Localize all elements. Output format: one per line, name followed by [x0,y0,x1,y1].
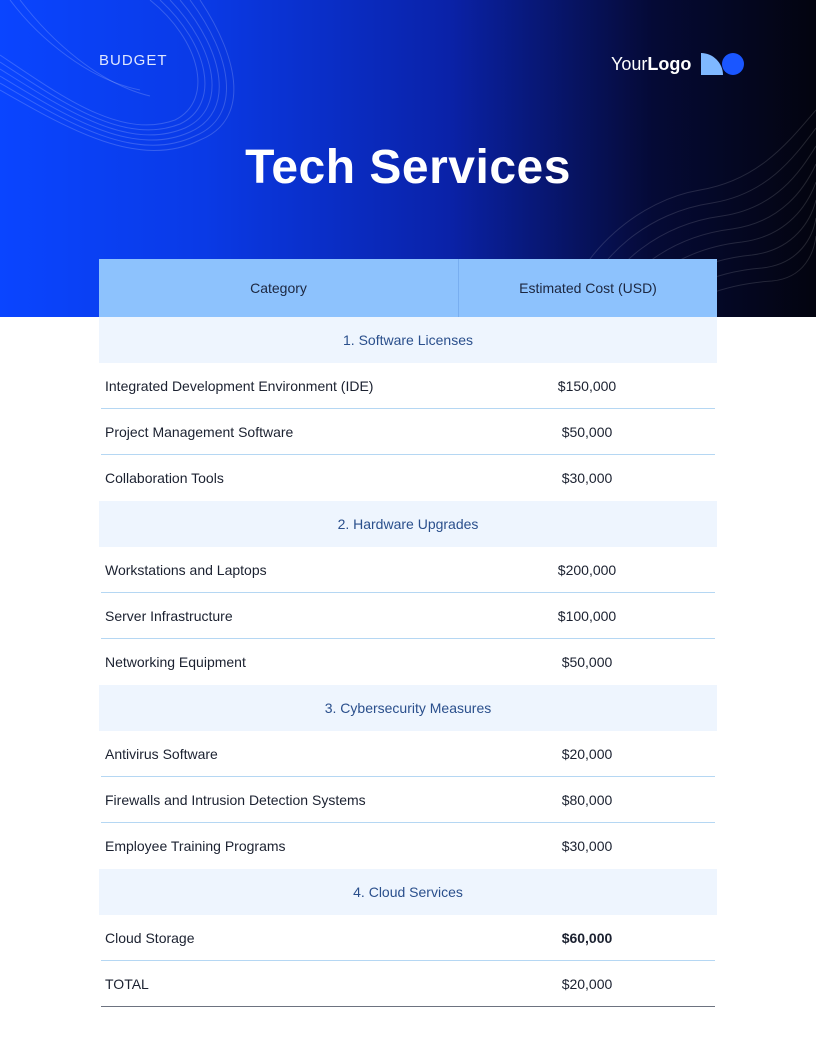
row-item: Server Infrastructure [105,607,233,624]
row-cost: $80,000 [561,791,613,808]
row-item: Employee Training Programs [105,838,286,854]
row-item: Collaboration Tools [105,470,224,486]
total-cost: $20,000 [561,975,613,992]
row-item: Integrated Development Environment (IDE) [105,377,374,394]
table-row [101,547,715,593]
section-header: 4. Cloud Services [99,869,717,915]
table-header-row [99,259,717,317]
row-cost: $100,000 [557,607,617,624]
row-item: Cloud Storage [105,929,195,946]
section-header: 3. Cybersecurity Measures [99,685,717,731]
row-cost: $200,000 [557,561,617,578]
row-cost: $30,000 [561,838,613,854]
logo-mark-icon [699,51,745,77]
section-header: 2. Hardware Upgrades [99,501,717,547]
column-header-cost: Estimated Cost (USD) [519,280,657,296]
table-row [101,593,715,639]
row-cost: $60,000 [561,929,613,946]
total-row [101,961,715,1007]
table-row [101,731,715,777]
row-item: Networking Equipment [105,654,246,670]
table-row [101,823,715,869]
row-item: Project Management Software [105,423,294,440]
table-row [101,409,715,455]
table-row [101,639,715,685]
logo-wordmark: YourLogo [611,53,692,74]
table-row [101,455,715,501]
section-header: 1. Software Licenses [99,317,717,363]
row-cost: $20,000 [561,745,613,762]
table-row [101,777,715,823]
row-cost: $30,000 [561,470,613,486]
company-logo [611,50,745,78]
table-row [101,915,715,961]
document-type-label: BUDGET [99,52,168,69]
total-label: TOTAL [105,975,149,992]
row-item: Firewalls and Intrusion Detection Systems [105,791,366,808]
row-item: Workstations and Laptops [105,561,267,578]
row-item: Antivirus Software [105,745,218,762]
table-row [101,363,715,409]
budget-table [99,259,717,1007]
row-cost: $150,000 [557,377,617,394]
row-cost: $50,000 [561,423,613,440]
column-header-category: Category [99,259,459,317]
row-cost: $50,000 [561,654,613,670]
page-title: Tech Services [245,141,571,194]
